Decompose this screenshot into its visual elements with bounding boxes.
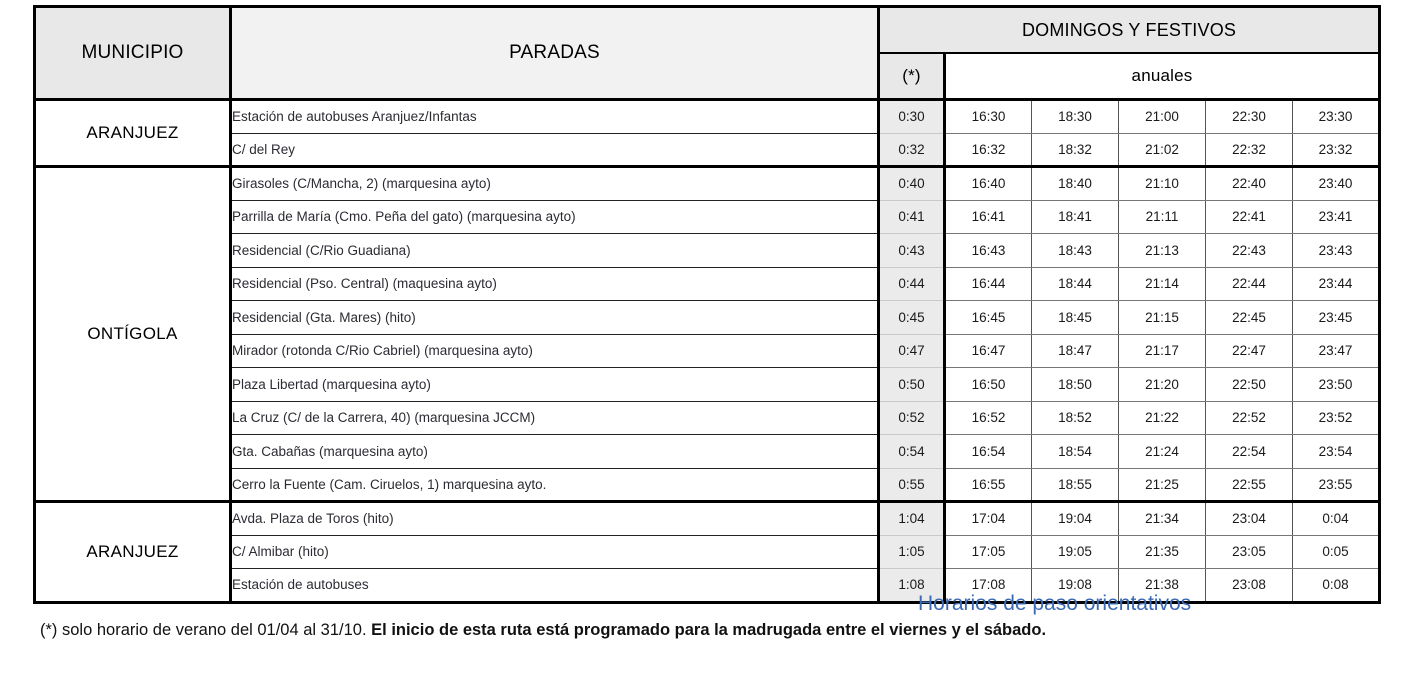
stop-name-cell: Estación de autobuses Aranjuez/Infantas — [231, 100, 879, 134]
footnote — [40, 621, 1046, 640]
stop-name-cell: La Cruz (C/ de la Carrera, 40) (marquesina JCCM) — [231, 401, 879, 435]
departure-time-cell: 0:04 — [1293, 502, 1380, 536]
departure-time-cell: 16:52 — [945, 401, 1032, 435]
table-row — [35, 167, 1380, 201]
departure-time-cell: 18:45 — [1032, 301, 1119, 335]
summer-time-cell: 0:52 — [879, 401, 945, 435]
summer-time-cell: 1:05 — [879, 535, 945, 569]
departure-time-cell: 23:43 — [1293, 234, 1380, 268]
summer-time-cell: 0:30 — [879, 100, 945, 134]
schedule-table-container — [33, 5, 1380, 604]
footnote-bold-text: El inicio de esta ruta está programado para la madrugada entre el viernes y el sábado. — [371, 621, 1047, 639]
departure-time-cell: 23:04 — [1206, 502, 1293, 536]
departure-time-cell: 23:08 — [1206, 569, 1293, 603]
departure-time-cell: 23:41 — [1293, 200, 1380, 234]
stop-name-cell: Parrilla de María (Cmo. Peña del gato) (marquesina ayto) — [231, 200, 879, 234]
departure-time-cell: 16:54 — [945, 435, 1032, 469]
departure-time-cell: 22:52 — [1206, 401, 1293, 435]
stop-name-cell: C/ Almibar (hito) — [231, 535, 879, 569]
table-row — [35, 435, 1380, 469]
departure-time-cell: 18:30 — [1032, 100, 1119, 134]
departure-time-cell: 21:02 — [1119, 133, 1206, 167]
departure-time-cell: 16:47 — [945, 334, 1032, 368]
footnote-normal-text: (*) solo horario de verano del 01/04 al 31/10. — [40, 621, 372, 639]
departure-time-cell: 22:44 — [1206, 267, 1293, 301]
column-header-municipio: MUNICIPIO — [35, 7, 231, 100]
municipality-cell: ONTÍGOLA — [35, 167, 231, 502]
departure-time-cell: 23:05 — [1206, 535, 1293, 569]
departure-time-cell: 16:41 — [945, 200, 1032, 234]
departure-time-cell: 22:43 — [1206, 234, 1293, 268]
stop-name-cell: Girasoles (C/Mancha, 2) (marquesina ayto) — [231, 167, 879, 201]
departure-time-cell: 21:20 — [1119, 368, 1206, 402]
departure-time-cell: 22:45 — [1206, 301, 1293, 335]
stop-name-cell: Estación de autobuses — [231, 569, 879, 603]
departure-time-cell: 22:40 — [1206, 167, 1293, 201]
table-body — [35, 100, 1380, 603]
departure-time-cell: 23:40 — [1293, 167, 1380, 201]
table-row — [35, 234, 1380, 268]
departure-time-cell: 22:55 — [1206, 468, 1293, 502]
departure-time-cell: 23:54 — [1293, 435, 1380, 469]
departure-time-cell: 21:10 — [1119, 167, 1206, 201]
summer-time-cell: 0:32 — [879, 133, 945, 167]
summer-time-cell: 0:40 — [879, 167, 945, 201]
departure-time-cell: 16:40 — [945, 167, 1032, 201]
departure-time-cell: 16:55 — [945, 468, 1032, 502]
summer-time-cell: 0:41 — [879, 200, 945, 234]
stop-name-cell: Residencial (Pso. Central) (maquesina ayto) — [231, 267, 879, 301]
departure-time-cell: 21:24 — [1119, 435, 1206, 469]
table-header — [35, 7, 1380, 100]
departure-time-cell: 17:08 — [945, 569, 1032, 603]
departure-time-cell: 21:25 — [1119, 468, 1206, 502]
departure-time-cell: 0:08 — [1293, 569, 1380, 603]
departure-time-cell: 16:50 — [945, 368, 1032, 402]
departure-time-cell: 23:45 — [1293, 301, 1380, 335]
departure-time-cell: 21:15 — [1119, 301, 1206, 335]
summer-time-cell: 0:43 — [879, 234, 945, 268]
departure-time-cell: 21:14 — [1119, 267, 1206, 301]
column-header-domingos-festivos: DOMINGOS Y FESTIVOS — [879, 7, 1380, 54]
departure-time-cell: 0:05 — [1293, 535, 1380, 569]
departure-time-cell: 19:04 — [1032, 502, 1119, 536]
departure-time-cell: 21:00 — [1119, 100, 1206, 134]
stop-name-cell: C/ del Rey — [231, 133, 879, 167]
header-row-primary — [35, 7, 1380, 54]
departure-time-cell: 16:44 — [945, 267, 1032, 301]
stop-name-cell: Mirador (rotonda C/Rio Cabriel) (marquesina ayto) — [231, 334, 879, 368]
summer-time-cell: 0:50 — [879, 368, 945, 402]
departure-time-cell: 18:44 — [1032, 267, 1119, 301]
summer-time-cell: 0:55 — [879, 468, 945, 502]
summer-time-cell: 1:04 — [879, 502, 945, 536]
departure-time-cell: 21:22 — [1119, 401, 1206, 435]
departure-time-cell: 18:40 — [1032, 167, 1119, 201]
table-row — [35, 200, 1380, 234]
departure-time-cell: 17:05 — [945, 535, 1032, 569]
departure-time-cell: 21:38 — [1119, 569, 1206, 603]
table-row — [35, 100, 1380, 134]
table-row — [35, 301, 1380, 335]
departure-time-cell: 19:05 — [1032, 535, 1119, 569]
departure-time-cell: 22:41 — [1206, 200, 1293, 234]
departure-time-cell: 18:32 — [1032, 133, 1119, 167]
departure-time-cell: 23:52 — [1293, 401, 1380, 435]
departure-time-cell: 18:55 — [1032, 468, 1119, 502]
column-header-paradas: PARADAS — [231, 7, 879, 100]
column-header-asterisk: (*) — [879, 53, 945, 100]
summer-time-cell: 0:45 — [879, 301, 945, 335]
departure-time-cell: 21:17 — [1119, 334, 1206, 368]
stop-name-cell: Gta. Cabañas (marquesina ayto) — [231, 435, 879, 469]
departure-time-cell: 18:43 — [1032, 234, 1119, 268]
table-row — [35, 502, 1380, 536]
departure-time-cell: 23:30 — [1293, 100, 1380, 134]
departure-time-cell: 16:32 — [945, 133, 1032, 167]
departure-time-cell: 16:43 — [945, 234, 1032, 268]
table-row — [35, 267, 1380, 301]
municipality-cell: ARANJUEZ — [35, 502, 231, 603]
departure-time-cell: 16:30 — [945, 100, 1032, 134]
departure-time-cell: 18:52 — [1032, 401, 1119, 435]
table-row — [35, 368, 1380, 402]
stop-name-cell: Avda. Plaza de Toros (hito) — [231, 502, 879, 536]
departure-time-cell: 21:34 — [1119, 502, 1206, 536]
departure-time-cell: 23:44 — [1293, 267, 1380, 301]
departure-time-cell: 23:47 — [1293, 334, 1380, 368]
table-row — [35, 468, 1380, 502]
table-row — [35, 401, 1380, 435]
stop-name-cell: Plaza Libertad (marquesina ayto) — [231, 368, 879, 402]
municipality-cell: ARANJUEZ — [35, 100, 231, 167]
departure-time-cell: 23:55 — [1293, 468, 1380, 502]
departure-time-cell: 23:32 — [1293, 133, 1380, 167]
departure-time-cell: 21:35 — [1119, 535, 1206, 569]
departure-time-cell: 17:04 — [945, 502, 1032, 536]
departure-time-cell: 18:47 — [1032, 334, 1119, 368]
summer-time-cell: 0:44 — [879, 267, 945, 301]
stop-name-cell: Cerro la Fuente (Cam. Ciruelos, 1) marquesina ayto. — [231, 468, 879, 502]
departure-time-cell: 22:47 — [1206, 334, 1293, 368]
table-row — [35, 133, 1380, 167]
column-header-anuales: anuales — [945, 53, 1380, 100]
departure-time-cell: 21:11 — [1119, 200, 1206, 234]
stop-name-cell: Residencial (Gta. Mares) (hito) — [231, 301, 879, 335]
summer-time-cell: 0:47 — [879, 334, 945, 368]
bus-schedule-table — [33, 5, 1381, 604]
table-row — [35, 334, 1380, 368]
departure-time-cell: 16:45 — [945, 301, 1032, 335]
departure-time-cell: 23:50 — [1293, 368, 1380, 402]
summer-time-cell: 0:54 — [879, 435, 945, 469]
stop-name-cell: Residencial (C/Rio Guadiana) — [231, 234, 879, 268]
departure-time-cell: 22:30 — [1206, 100, 1293, 134]
departure-time-cell: 22:32 — [1206, 133, 1293, 167]
departure-time-cell: 19:08 — [1032, 569, 1119, 603]
table-row — [35, 535, 1380, 569]
departure-time-cell: 22:50 — [1206, 368, 1293, 402]
departure-time-cell: 18:50 — [1032, 368, 1119, 402]
departure-time-cell: 22:54 — [1206, 435, 1293, 469]
orientative-times-note: Horarios de paso orientativos — [918, 592, 1192, 615]
departure-time-cell: 18:41 — [1032, 200, 1119, 234]
departure-time-cell: 21:13 — [1119, 234, 1206, 268]
departure-time-cell: 18:54 — [1032, 435, 1119, 469]
summer-time-cell: 1:08 — [879, 569, 945, 603]
